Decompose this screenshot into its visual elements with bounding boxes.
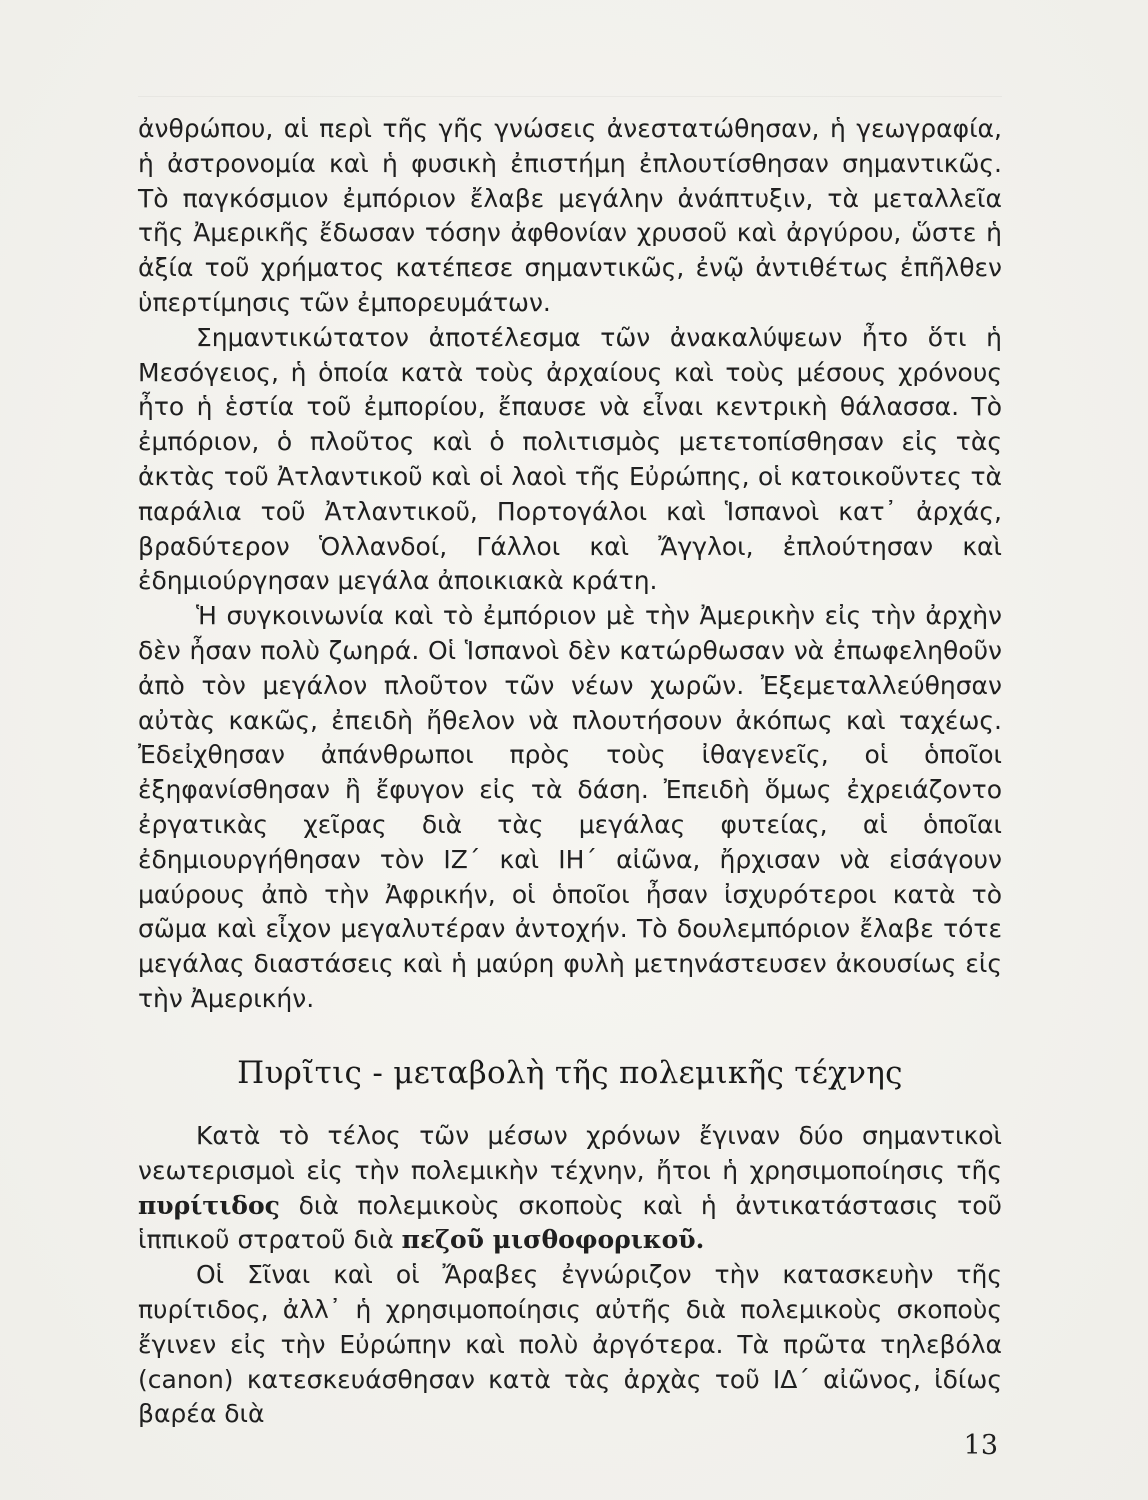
paragraph-3: Ἡ συγκοινωνία καὶ τὸ ἐμπόριον μὲ τὴν Ἀμερικὴν εἰς τὴν ἀρχὴν δὲν ἦσαν πολὺ ζωηρά. Οἱ Ἱσπανοὶ δὲν κατώρθωσαν νὰ ἐπωφεληθοῦν ἀπὸ τὸν μεγάλον πλοῦτον τῶν νέων χωρῶν. Ἐξεμεταλλεύθησαν αὐτὰς κακῶς, ἐπειδὴ ἤθελον νὰ πλουτήσουν ἀκόπως καὶ ταχέως. Ἐδεἰχθησαν ἀπάνθρωποι πρὸς τοὺς ἰθαγενεῖς, οἱ ὁποῖοι ἐξηφανίσθησαν ἢ ἔφυγον εἰς τὰ δάση. Ἐπειδὴ ὅμως ἐχρειάζοντο ἐργατικὰς χεῖρας διὰ τὰς μεγάλας φυτείας, αἱ ὁποῖαι ἐδημιουργήθησαν τὸν ΙΖ´ καὶ ΙΗ´ αἰῶνα, ἤρχισαν νὰ εἰσάγουν μαύρους ἀπὸ τὴν Ἀφρικήν, οἱ ὁποῖοι ἦσαν ἰσχυρότεροι κατὰ τὸ σῶμα καὶ εἶχον μεγαλυτέραν ἀντοχήν. Τὸ δουλεμπόριον ἔλαβε τότε μεγάλας διαστάσεις καὶ ἡ μαύρη φυλὴ μετηνάστευσεν ἀκουσίως εἰς τὴν Ἀμερικήν. xyxy=(138,601,1002,1013)
paragraph-1: ἀνθρώπου, αἱ περὶ τῆς γῆς γνώσεις ἀνεστατώθησαν, ἡ γεωγραφία, ἡ ἀστρονομία καὶ ἡ φυσικὴ ἐπιστήμη ἐπλουτίσθησαν σημαντικῶς. Τὸ παγκόσμιον ἐμπόριον ἔλαβε μεγάλην ἀνάπτυξιν, τὰ μεταλλεῖα τῆς Ἀμερικῆς ἔδωσαν τόσην ἀφθονίαν χρυσοῦ καὶ ἀργύρου, ὥστε ἡ ἀξία τοῦ χρήματος κατέπεσε σημαντικῶς, ἐνῷ ἀντιθέτως ἐπῆλθεν ὑπερτίμησις τῶν ἐμπορευμάτων. xyxy=(138,114,1002,317)
section-gunpowder-text xyxy=(138,1119,1002,1432)
bleed-through-shadow xyxy=(138,96,1002,107)
section-heading: Πυρῖτις - μεταβολὴ τῆς πολεμικῆς τέχνης xyxy=(237,1055,903,1091)
paragraph-5: Οἱ Σῖναι καὶ οἱ Ἄραβες ἐγνώριζον τὴν κατασκευὴν τῆς πυρίτιδος, ἀλλ᾽ ἡ χρησιμοποίησις αὐτῆς διὰ πολεμικοὺς σκοποὺς ἔγινεν εἰς τὴν Εὐρώπην καὶ πολὺ ἀργότερα. Τὰ πρῶτα τηλεβόλα (canon) κατεσκευάσθησαν κατὰ τὰς ἀρχὰς τοῦ ΙΔ´ αἰῶνος, ἰδίως βαρέα διὰ xyxy=(138,1260,1002,1429)
paragraph-4 xyxy=(138,1119,1002,1258)
page-number: 13 xyxy=(963,1430,998,1461)
term-gunpowder: πυρίτιδος xyxy=(138,1190,280,1220)
paragraph-4-text-b: διὰ πολεμικοὺς σκοποὺς καὶ ἡ ἀντικατάστασις τοῦ ἱππικοῦ στρατοῦ διὰ xyxy=(138,1190,1002,1255)
section-discoveries-text xyxy=(138,112,1002,1017)
paragraph-4-text-a: Κατὰ τὸ τέλος τῶν μέσων χρόνων ἔγιναν δύο σημαντικοὶ νεωτερισμοὶ εἰς τὴν πολεμικὴν τέχνην, ἤτοι ἡ χρησιμοποίησις τῆς xyxy=(138,1121,1002,1185)
term-mercenary-infantry: πεζοῦ μισθοφορικοῦ. xyxy=(401,1225,705,1255)
paragraph-2: Σημαντικώτατον ἀποτέλεσμα τῶν ἀνακαλύψεων ἦτο ὅτι ἡ Μεσόγειος, ἡ ὁποία κατὰ τοὺς ἀρχαίους καὶ τοὺς μέσους χρόνους ἦτο ἡ ἑστία τοῦ ἐμπορίου, ἔπαυσε νὰ εἶναι κεντρικὴ θάλασσα. Τὸ ἐμπόριον, ὁ πλοῦτος καὶ ὁ πολιτισμὸς μετετοπίσθησαν εἰς τὰς ἀκτὰς τοῦ Ἀτλαντικοῦ καὶ οἱ λαοὶ τῆς Εὐρώπης, οἱ κατοικοῦντες τὰ παράλια τοῦ Ἀτλαντικοῦ, Πορτογάλοι καὶ Ἱσπανοὶ κατ᾽ ἀρχάς, βραδύτερον Ὁλλανδοί, Γάλλοι καὶ Ἄγγλοι, ἐπλούτησαν καὶ ἐδημιούργησαν μεγάλα ἀποικιακὰ κράτη. xyxy=(138,322,1002,596)
